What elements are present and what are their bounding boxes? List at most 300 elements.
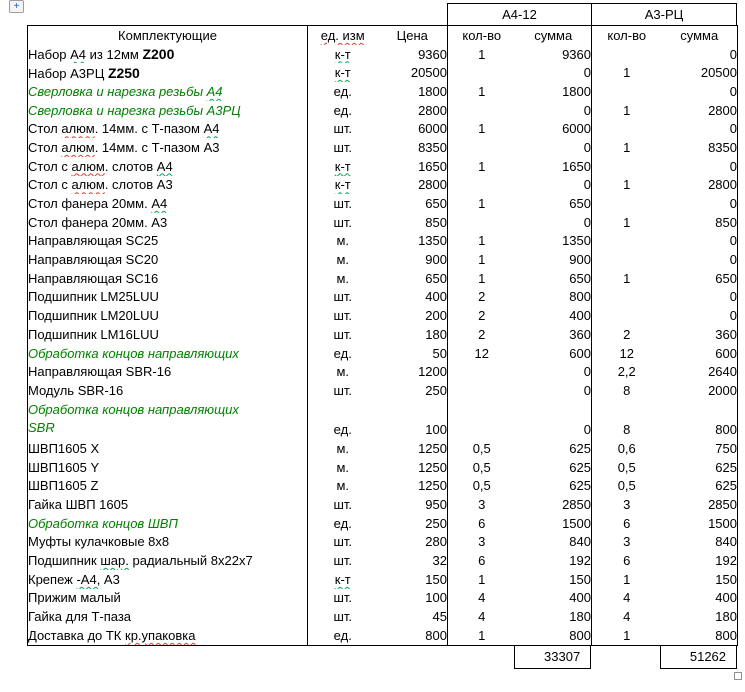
header-a4-sum[interactable]: сумма <box>534 27 573 43</box>
cell-a4-sum-value: 400 <box>569 590 591 606</box>
component-name-segment: Обработка концов ШВП <box>28 515 178 531</box>
cell-a4-qty[interactable] <box>448 232 516 251</box>
cell-price[interactable] <box>378 439 448 458</box>
cell-component-name[interactable] <box>28 213 308 232</box>
cell-a3-qty[interactable] <box>592 176 662 195</box>
cell-a4-qty[interactable] <box>448 269 516 288</box>
cell-price-value: 1250 <box>418 459 447 475</box>
cell-a4-sum[interactable] <box>516 288 592 307</box>
cell-unit[interactable] <box>308 439 378 458</box>
cell-price[interactable] <box>378 533 448 552</box>
cell-unit-value: м. <box>336 478 350 494</box>
cell-price[interactable] <box>378 400 448 439</box>
cell-a4-qty[interactable] <box>448 176 516 195</box>
table-row <box>28 288 738 307</box>
cell-price-value: 850 <box>425 214 447 230</box>
cell-unit[interactable] <box>308 589 378 608</box>
cell-a4-sum[interactable] <box>516 176 592 195</box>
cell-a4-sum[interactable] <box>516 325 592 344</box>
cell-a3-sum[interactable] <box>662 344 738 363</box>
cell-a3-qty[interactable] <box>592 213 662 232</box>
cell-component-name[interactable] <box>28 533 308 552</box>
cell-a4-sum[interactable] <box>516 119 592 138</box>
cell-component-name[interactable] <box>28 288 308 307</box>
cell-price[interactable] <box>378 82 448 101</box>
cell-a4-qty[interactable] <box>448 495 516 514</box>
cell-unit[interactable] <box>308 344 378 363</box>
cell-a3-sum-value: 360 <box>715 326 737 342</box>
cell-unit[interactable] <box>308 288 378 307</box>
cell-component-name[interactable] <box>28 514 308 533</box>
cell-price[interactable] <box>378 458 448 477</box>
component-name-segment: Стол <box>28 139 62 155</box>
cell-unit[interactable] <box>308 400 378 439</box>
component-name-segment: Z250 <box>107 64 140 81</box>
cell-unit[interactable] <box>308 626 378 645</box>
cell-a3-qty[interactable] <box>592 138 662 157</box>
cell-price[interactable] <box>378 589 448 608</box>
cell-price-value: 50 <box>432 345 447 361</box>
cell-a3-sum-value: 625 <box>715 478 737 494</box>
cell-unit[interactable] <box>308 250 378 269</box>
cell-a4-qty[interactable] <box>448 458 516 477</box>
cell-a4-sum[interactable] <box>516 589 592 608</box>
cell-a3-qty[interactable] <box>592 477 662 496</box>
table-row <box>28 495 738 514</box>
cell-unit-value: шт. <box>333 121 353 137</box>
cell-unit[interactable] <box>308 157 378 176</box>
cell-a4-sum[interactable] <box>516 570 592 589</box>
cell-component-name[interactable] <box>28 138 308 157</box>
cell-a4-sum[interactable] <box>516 344 592 363</box>
table-row <box>28 213 738 232</box>
cell-component-name[interactable] <box>28 570 308 589</box>
cell-a4-qty[interactable] <box>448 607 516 626</box>
cell-a3-qty[interactable] <box>592 626 662 645</box>
cell-component-name[interactable] <box>28 477 308 496</box>
cell-a4-qty-value: 2 <box>478 308 486 324</box>
cell-a3-qty[interactable] <box>592 288 662 307</box>
cell-unit[interactable] <box>308 570 378 589</box>
cell-a4-qty[interactable] <box>448 138 516 157</box>
cell-unit[interactable] <box>308 213 378 232</box>
cell-a3-sum[interactable] <box>662 176 738 195</box>
cell-a3-sum-value: 8350 <box>708 139 737 155</box>
cell-component-name[interactable] <box>28 306 308 325</box>
cell-a3-qty[interactable] <box>592 514 662 533</box>
cell-unit[interactable] <box>308 63 378 82</box>
cell-component-name[interactable] <box>28 325 308 344</box>
cell-component-name[interactable] <box>28 458 308 477</box>
cell-component-name[interactable] <box>28 589 308 608</box>
cell-unit-value: м. <box>336 440 350 456</box>
cell-a4-qty[interactable] <box>448 439 516 458</box>
cell-a4-sum[interactable] <box>516 626 592 645</box>
cell-a3-qty[interactable] <box>592 344 662 363</box>
cell-component-name[interactable] <box>28 551 308 570</box>
cell-unit[interactable] <box>308 194 378 213</box>
cell-price[interactable] <box>378 626 448 645</box>
cell-a3-sum[interactable] <box>662 82 738 101</box>
cell-a3-sum[interactable] <box>662 213 738 232</box>
cell-a3-sum[interactable] <box>662 589 738 608</box>
cell-unit[interactable] <box>308 514 378 533</box>
cell-component-name[interactable] <box>28 439 308 458</box>
cell-a4-qty[interactable] <box>448 626 516 645</box>
cell-a4-qty[interactable] <box>448 63 516 82</box>
cell-component-name[interactable] <box>28 381 308 400</box>
cell-a3-sum[interactable] <box>662 514 738 533</box>
cell-a3-qty[interactable] <box>592 362 662 381</box>
cell-price-value: 1200 <box>418 364 447 380</box>
cell-a4-qty[interactable] <box>448 101 516 120</box>
cell-a4-sum[interactable] <box>516 232 592 251</box>
cell-a4-sum[interactable] <box>516 514 592 533</box>
components-table <box>27 25 738 646</box>
cell-a3-qty[interactable] <box>592 607 662 626</box>
cell-a4-qty[interactable] <box>448 82 516 101</box>
cell-a3-sum[interactable] <box>662 477 738 496</box>
cell-a3-qty[interactable] <box>592 325 662 344</box>
cell-component-name[interactable] <box>28 119 308 138</box>
cell-a4-sum[interactable] <box>516 607 592 626</box>
cell-a3-sum[interactable] <box>662 194 738 213</box>
cell-price[interactable] <box>378 344 448 363</box>
cell-a3-sum-value: 180 <box>715 609 737 625</box>
cell-unit[interactable] <box>308 306 378 325</box>
cell-a4-sum[interactable] <box>516 439 592 458</box>
cell-unit[interactable] <box>308 551 378 570</box>
cell-price[interactable] <box>378 325 448 344</box>
cell-unit[interactable] <box>308 325 378 344</box>
cell-a3-qty-value: 1 <box>623 270 631 286</box>
cell-a4-qty[interactable] <box>448 477 516 496</box>
cell-price-value: 180 <box>425 326 447 342</box>
table-row <box>28 477 738 496</box>
cell-a3-sum[interactable] <box>662 157 738 176</box>
cell-price[interactable] <box>378 138 448 157</box>
cell-price[interactable] <box>378 269 448 288</box>
cell-a4-qty[interactable] <box>448 119 516 138</box>
header-a4-qty[interactable]: кол-во <box>448 26 516 45</box>
cell-price[interactable] <box>378 381 448 400</box>
cell-a3-sum[interactable] <box>662 533 738 552</box>
cell-unit[interactable] <box>308 45 378 64</box>
cell-a3-qty-value: 0,6 <box>617 440 636 456</box>
cell-price[interactable] <box>378 250 448 269</box>
cell-a3-sum-value: 2640 <box>708 364 737 380</box>
cell-price-value: 9360 <box>418 46 447 62</box>
cell-component-name[interactable] <box>28 495 308 514</box>
component-name-segment: Стол фанера 20мм. А3 <box>28 214 168 230</box>
cell-a3-qty-value: 4 <box>623 609 631 625</box>
table-row <box>28 570 738 589</box>
cell-unit[interactable] <box>308 607 378 626</box>
cell-a3-sum-value: 150 <box>715 571 737 587</box>
cell-a3-sum[interactable] <box>662 45 738 64</box>
cell-a3-qty-value: 1 <box>623 139 631 155</box>
cell-unit[interactable] <box>308 269 378 288</box>
cell-a3-qty[interactable] <box>592 232 662 251</box>
table-row <box>28 533 738 552</box>
cell-a3-qty[interactable] <box>592 306 662 325</box>
cell-unit[interactable] <box>308 495 378 514</box>
cell-a4-qty[interactable] <box>448 551 516 570</box>
cell-unit[interactable] <box>308 362 378 381</box>
cell-unit-value: ед. <box>333 515 352 531</box>
component-name-segment: Прижим малый <box>28 590 121 606</box>
cell-a4-sum-value: 180 <box>569 609 591 625</box>
cell-a4-sum-value: 0 <box>583 422 591 438</box>
cell-component-name[interactable] <box>28 82 308 101</box>
cell-a3-sum[interactable] <box>662 232 738 251</box>
cell-unit-value: м. <box>336 459 350 475</box>
cell-a4-sum-value: 0 <box>583 65 591 81</box>
cell-a4-qty[interactable] <box>448 400 516 439</box>
cell-unit[interactable] <box>308 477 378 496</box>
cell-unit[interactable] <box>308 232 378 251</box>
table-row <box>28 607 738 626</box>
cell-a4-sum[interactable] <box>516 82 592 101</box>
cell-a4-sum-value: 0 <box>583 102 591 118</box>
cell-price[interactable] <box>378 157 448 176</box>
cell-component-name[interactable] <box>28 176 308 195</box>
cell-a3-qty[interactable] <box>592 119 662 138</box>
cell-a3-sum[interactable] <box>662 325 738 344</box>
cell-a3-qty[interactable] <box>592 400 662 439</box>
outline-expand-button[interactable] <box>9 0 24 13</box>
cell-component-name[interactable] <box>28 194 308 213</box>
cell-price[interactable] <box>378 551 448 570</box>
cell-unit[interactable] <box>308 82 378 101</box>
cell-a4-sum[interactable] <box>516 551 592 570</box>
cell-a4-qty[interactable] <box>448 306 516 325</box>
cell-a4-qty[interactable] <box>448 570 516 589</box>
cell-a3-sum[interactable] <box>662 381 738 400</box>
cell-component-name[interactable] <box>28 63 308 82</box>
cell-a4-sum[interactable] <box>516 194 592 213</box>
total-a3-rc[interactable]: 51262 <box>660 645 737 669</box>
cell-a3-sum[interactable] <box>662 495 738 514</box>
cell-a3-qty[interactable] <box>592 269 662 288</box>
cell-a3-sum-value: 800 <box>715 422 737 438</box>
cell-a4-sum[interactable] <box>516 495 592 514</box>
header-unit[interactable]: ед. изм <box>308 26 378 45</box>
component-name-segment: Сверловка и нарезка резьбы А3РЦ <box>28 102 241 118</box>
cell-component-name[interactable] <box>28 626 308 645</box>
cell-a4-qty[interactable] <box>448 213 516 232</box>
cell-a4-qty[interactable] <box>448 381 516 400</box>
cell-price-value: 400 <box>425 289 447 305</box>
cell-a3-sum[interactable] <box>662 306 738 325</box>
cell-price[interactable] <box>378 194 448 213</box>
group-header-a4-12[interactable]: А4-12 <box>447 3 592 25</box>
cell-a3-qty-value: 0,5 <box>617 478 636 494</box>
cell-a4-sum[interactable] <box>516 157 592 176</box>
cell-a3-sum[interactable] <box>662 400 738 439</box>
cell-price-value: 8350 <box>418 139 447 155</box>
cell-a3-sum[interactable] <box>662 570 738 589</box>
cell-price[interactable] <box>378 119 448 138</box>
cell-a3-sum[interactable] <box>662 288 738 307</box>
cell-price[interactable] <box>378 288 448 307</box>
header-price[interactable]: Цена <box>396 27 428 43</box>
cell-a3-qty[interactable] <box>592 45 662 64</box>
cell-a4-qty-value: 6 <box>478 553 486 569</box>
cell-a3-qty[interactable] <box>592 533 662 552</box>
cell-a4-qty[interactable] <box>448 533 516 552</box>
cell-price[interactable] <box>378 101 448 120</box>
cell-price-value: 800 <box>425 627 447 643</box>
cell-a4-sum[interactable] <box>516 477 592 496</box>
cell-a3-sum[interactable] <box>662 250 738 269</box>
cell-component-name[interactable] <box>28 400 308 439</box>
cell-a4-sum[interactable] <box>516 138 592 157</box>
cell-a3-qty[interactable] <box>592 82 662 101</box>
cell-unit-value: шт. <box>333 382 353 398</box>
group-header-a3-rc[interactable]: А3-РЦ <box>591 3 737 25</box>
cell-a3-qty[interactable] <box>592 570 662 589</box>
cell-a3-sum[interactable] <box>662 119 738 138</box>
cell-a4-sum[interactable] <box>516 45 592 64</box>
cell-price[interactable] <box>378 362 448 381</box>
header-components[interactable]: Комплектующие <box>118 27 217 43</box>
cell-a4-sum[interactable] <box>516 269 592 288</box>
cell-price-value: 2800 <box>418 177 447 193</box>
cell-a3-sum[interactable] <box>662 138 738 157</box>
cell-a4-qty[interactable] <box>448 325 516 344</box>
cell-a3-qty[interactable] <box>592 101 662 120</box>
cell-price[interactable] <box>378 232 448 251</box>
cell-a4-sum[interactable] <box>516 362 592 381</box>
cell-price[interactable] <box>378 477 448 496</box>
cell-a3-qty-value: 4 <box>623 590 631 606</box>
cell-a4-sum[interactable] <box>516 101 592 120</box>
cell-component-name[interactable] <box>28 45 308 64</box>
cell-a3-sum[interactable] <box>662 607 738 626</box>
selection-handle[interactable] <box>734 672 742 680</box>
cell-a3-qty[interactable] <box>592 157 662 176</box>
cell-a4-qty-value: 1 <box>478 270 486 286</box>
cell-a3-qty[interactable] <box>592 458 662 477</box>
cell-a3-qty[interactable] <box>592 495 662 514</box>
cell-a3-sum[interactable] <box>662 63 738 82</box>
cell-component-name[interactable] <box>28 344 308 363</box>
cell-price[interactable] <box>378 63 448 82</box>
cell-a3-sum[interactable] <box>662 101 738 120</box>
cell-unit[interactable] <box>308 381 378 400</box>
cell-a3-qty[interactable] <box>592 250 662 269</box>
table-row <box>28 82 738 101</box>
cell-a3-qty-value: 12 <box>619 345 634 361</box>
cell-a4-sum[interactable] <box>516 250 592 269</box>
cell-unit[interactable] <box>308 176 378 195</box>
cell-a4-qty[interactable] <box>448 45 516 64</box>
cell-a3-qty[interactable] <box>592 381 662 400</box>
cell-a4-sum[interactable] <box>516 63 592 82</box>
cell-component-name[interactable] <box>28 232 308 251</box>
price-table <box>27 3 737 669</box>
table-row <box>28 439 738 458</box>
cell-component-name[interactable] <box>28 362 308 381</box>
cell-price[interactable] <box>378 176 448 195</box>
cell-price-value: 650 <box>425 270 447 286</box>
cell-a4-sum[interactable] <box>516 458 592 477</box>
cell-a4-qty[interactable] <box>448 250 516 269</box>
table-row <box>28 45 738 64</box>
cell-a4-sum[interactable] <box>516 306 592 325</box>
cell-a4-sum[interactable] <box>516 400 592 439</box>
cell-a4-qty[interactable] <box>448 344 516 363</box>
cell-price[interactable] <box>378 514 448 533</box>
cell-unit[interactable] <box>308 119 378 138</box>
cell-a4-qty[interactable] <box>448 288 516 307</box>
cell-a3-sum-value: 2000 <box>708 382 737 398</box>
cell-a3-qty[interactable] <box>592 589 662 608</box>
cell-a4-qty[interactable] <box>448 194 516 213</box>
cell-component-name[interactable] <box>28 250 308 269</box>
cell-a4-qty[interactable] <box>448 589 516 608</box>
cell-a3-sum[interactable] <box>662 551 738 570</box>
cell-a4-sum[interactable] <box>516 533 592 552</box>
cell-price[interactable] <box>378 607 448 626</box>
cell-price-value: 950 <box>425 497 447 513</box>
cell-price-value: 1800 <box>418 83 447 99</box>
cell-a3-qty[interactable] <box>592 439 662 458</box>
cell-a4-qty[interactable] <box>448 157 516 176</box>
cell-unit-value: м. <box>336 270 350 286</box>
cell-unit[interactable] <box>308 101 378 120</box>
total-a4-12[interactable]: 33307 <box>514 645 591 669</box>
cell-a4-sum-value: 0 <box>583 382 591 398</box>
header-a3-sum[interactable]: сумма <box>680 27 719 43</box>
cell-price[interactable] <box>378 45 448 64</box>
cell-a4-sum[interactable] <box>516 213 592 232</box>
cell-component-name[interactable] <box>28 607 308 626</box>
cell-a4-qty-value: 0,5 <box>472 459 491 475</box>
component-name-segment: SBR <box>28 420 55 436</box>
cell-a4-sum[interactable] <box>516 381 592 400</box>
cell-unit[interactable] <box>308 458 378 477</box>
cell-price[interactable] <box>378 306 448 325</box>
cell-a3-sum[interactable] <box>662 362 738 381</box>
cell-a4-qty[interactable] <box>448 362 516 381</box>
cell-a3-qty[interactable] <box>592 551 662 570</box>
cell-a4-qty[interactable] <box>448 514 516 533</box>
cell-a3-qty[interactable] <box>592 194 662 213</box>
cell-component-name[interactable] <box>28 269 308 288</box>
cell-a3-sum-value: 0 <box>729 233 737 249</box>
cell-unit[interactable] <box>308 533 378 552</box>
cell-a4-sum-value: 2850 <box>562 497 591 513</box>
cell-price[interactable] <box>378 495 448 514</box>
cell-a3-sum[interactable] <box>662 626 738 645</box>
cell-price[interactable] <box>378 570 448 589</box>
cell-component-name[interactable] <box>28 101 308 120</box>
cell-a4-qty-value: 1 <box>478 46 486 62</box>
cell-unit[interactable] <box>308 138 378 157</box>
cell-unit-value: к-т <box>334 177 351 193</box>
cell-component-name[interactable] <box>28 157 308 176</box>
cell-a3-qty[interactable] <box>592 63 662 82</box>
cell-price-value: 2800 <box>418 102 447 118</box>
cell-a3-sum[interactable] <box>662 458 738 477</box>
cell-a3-sum[interactable] <box>662 269 738 288</box>
header-a3-qty[interactable]: кол-во <box>592 26 662 45</box>
cell-a4-qty-value: 3 <box>478 534 486 550</box>
cell-price[interactable] <box>378 213 448 232</box>
cell-a3-sum[interactable] <box>662 439 738 458</box>
